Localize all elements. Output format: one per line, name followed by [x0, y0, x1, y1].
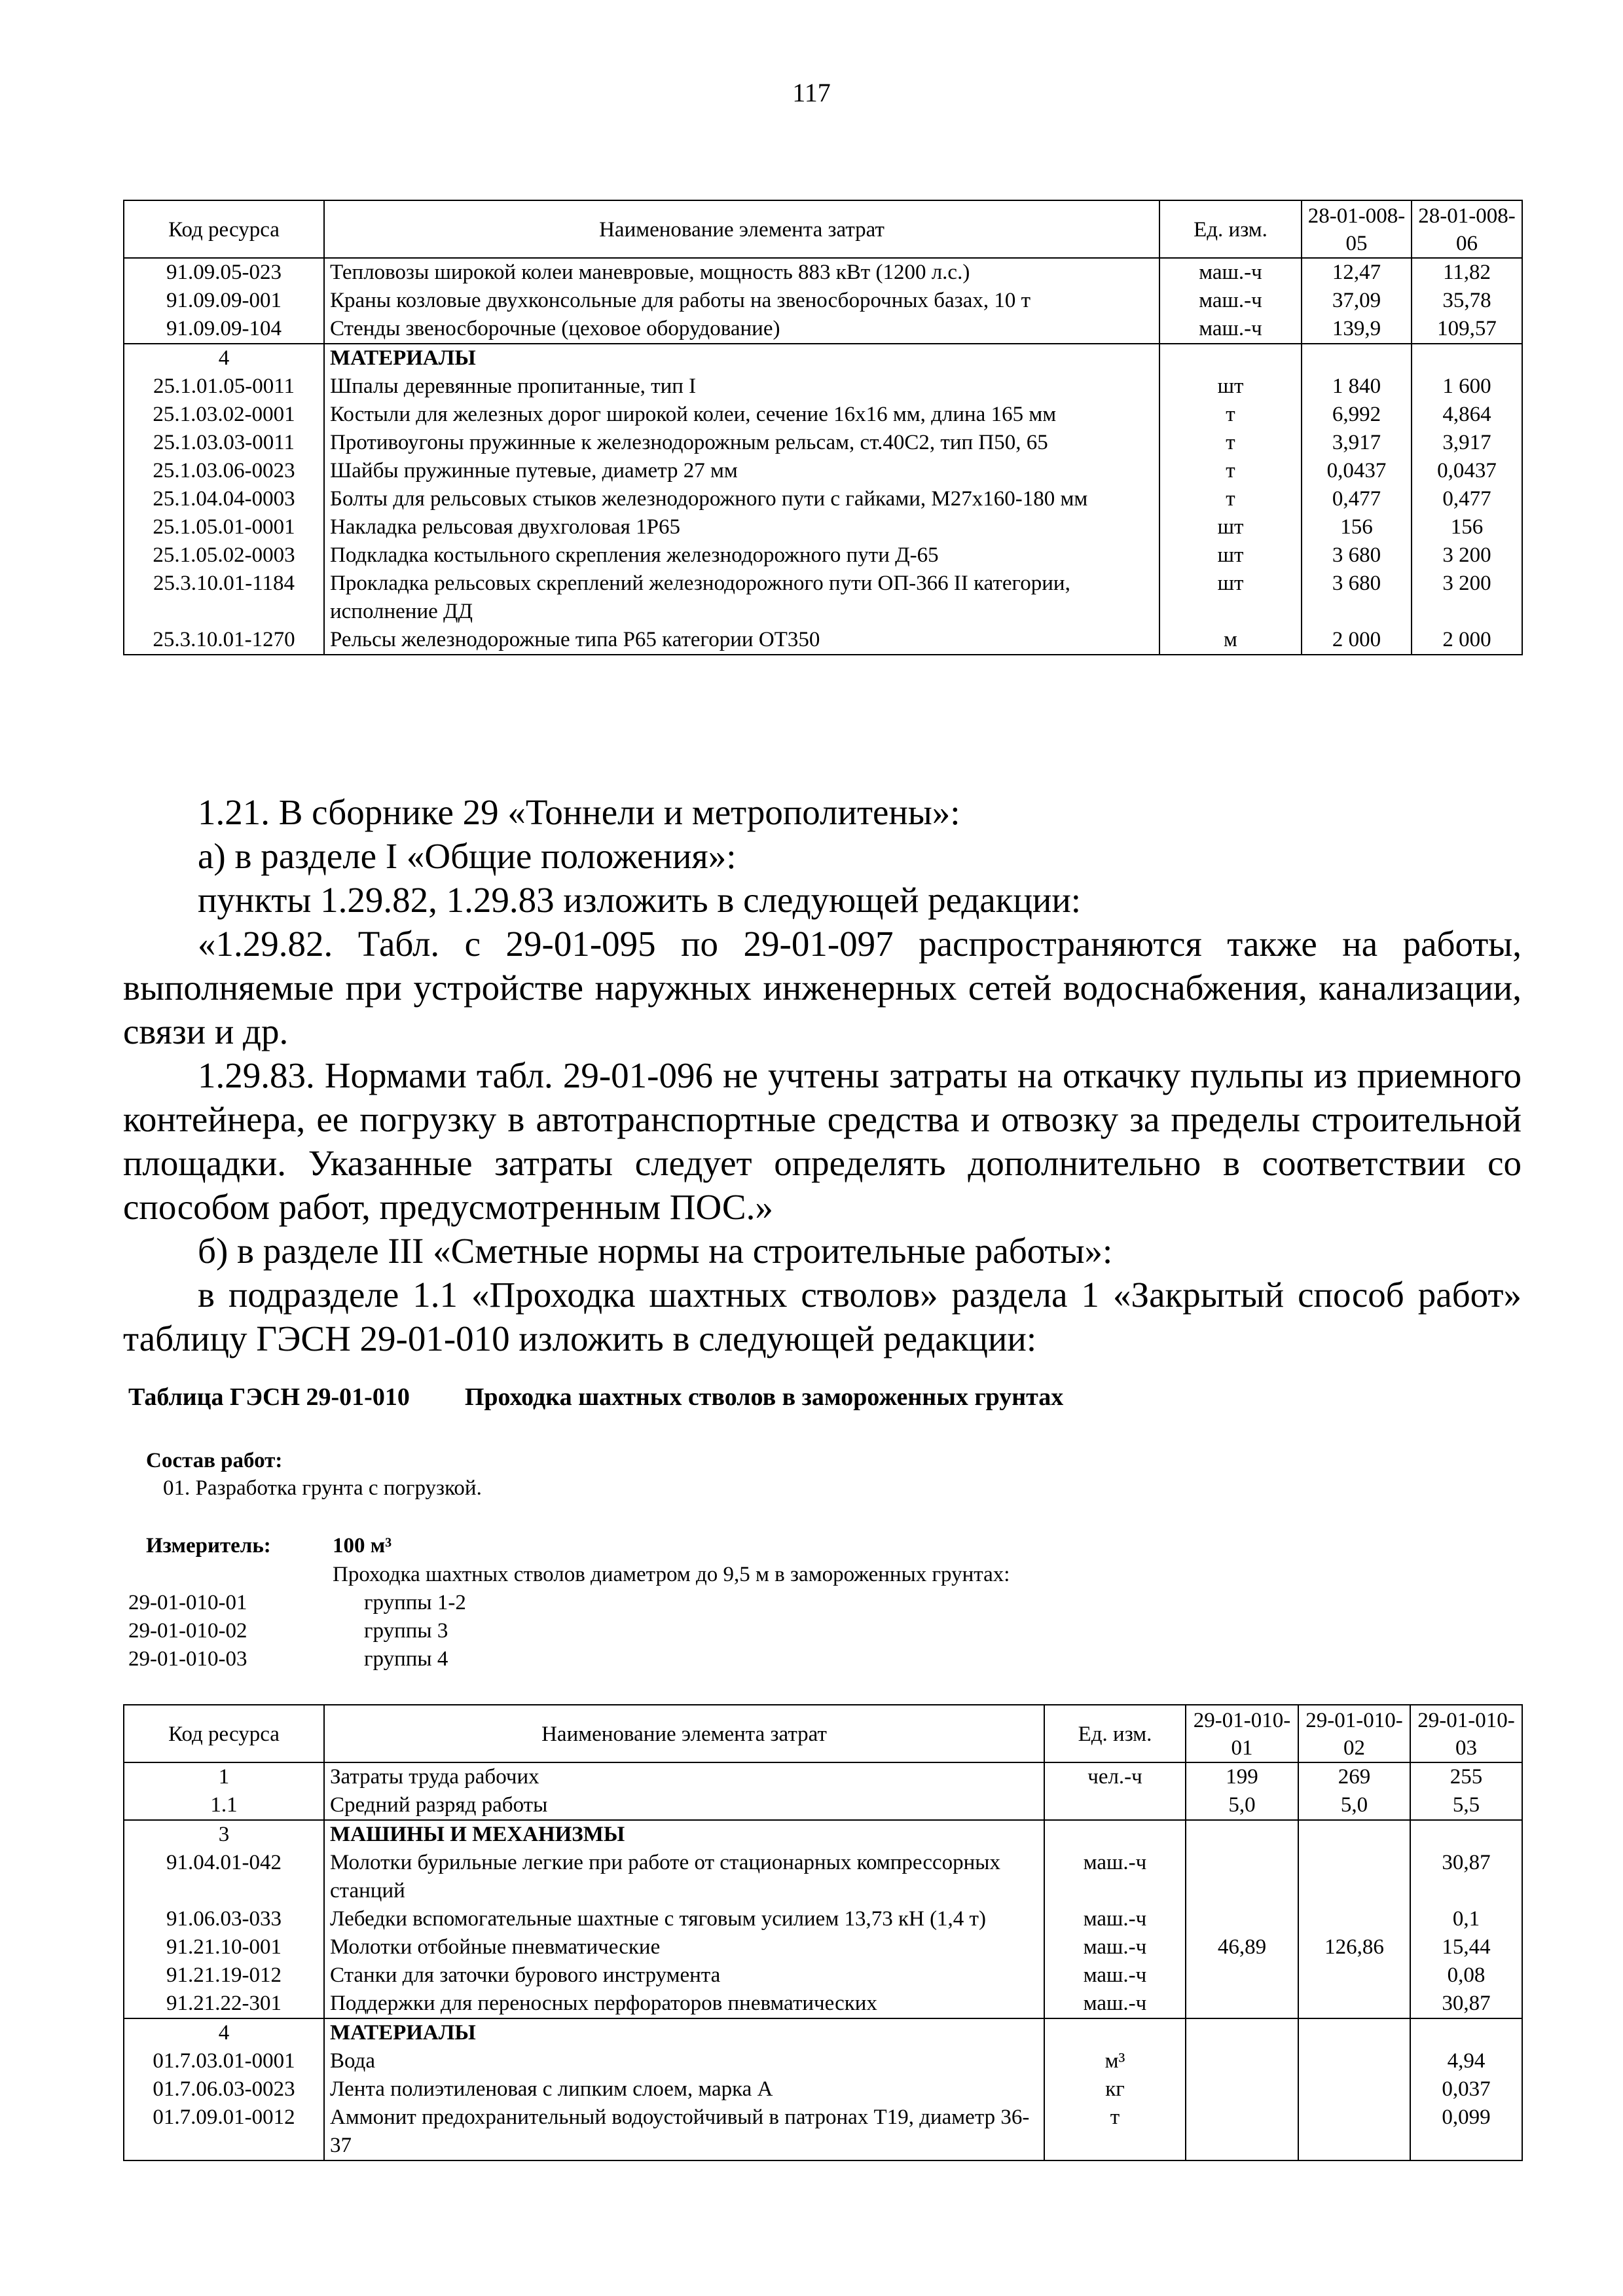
cell-v2: 0,0437 [1412, 457, 1522, 485]
cell-v1: 46,89 [1186, 1933, 1298, 1961]
paragraph-2: а) в разделе I «Общие положения»: [198, 836, 737, 876]
table-row [124, 541, 1522, 570]
cell-v1: 3 680 [1302, 541, 1412, 570]
work-composition-label: Состав работ: [146, 1449, 283, 1472]
cell-code: 91.04.01-042 [124, 1849, 324, 1905]
cell-v1 [1186, 2075, 1298, 2104]
header-code: Код ресурса [124, 200, 324, 258]
cell-code: 01.7.03.01-0001 [124, 2047, 324, 2075]
cell-v1 [1302, 344, 1412, 373]
table-row [124, 429, 1522, 457]
cell-unit: маш.-ч [1159, 258, 1302, 287]
table-row [124, 626, 1522, 655]
cell-code: 25.1.05.01-0001 [124, 513, 324, 541]
table-row [124, 1905, 1522, 1933]
cell-name: Средний разряд работы [324, 1791, 1044, 1820]
cell-unit [1044, 1791, 1186, 1820]
norm-text: группы 1-2 [364, 1591, 466, 1614]
cell-v1: 1 840 [1302, 373, 1412, 401]
cell-v2 [1298, 1849, 1410, 1905]
cell-name: Лебедки вспомогательные шахтные с тяговым усилием 13,73 кН (1,4 т) [324, 1905, 1044, 1933]
cell-unit: т [1159, 429, 1302, 457]
cell-v2: 156 [1412, 513, 1522, 541]
table-row [124, 1849, 1522, 1905]
cell-code: 01.7.06.03-0023 [124, 2075, 324, 2104]
cell-unit: маш.-ч [1044, 1990, 1186, 2018]
meter-value: 100 м³ [333, 1534, 392, 1558]
cell-name: Болты для рельсовых стыков железнодорожного пути с гайками, М27х160-180 мм [324, 485, 1159, 513]
cell-v3: 0,08 [1410, 1961, 1522, 1990]
cell-v3: 4,94 [1410, 2047, 1522, 2075]
norm-code: 29-01-010-03 [128, 1647, 247, 1671]
cell-v3: 0,099 [1410, 2104, 1522, 2160]
cell-code: 25.3.10.01-1184 [124, 570, 324, 626]
resource-table-28-01-008 [123, 200, 1523, 655]
cell-name: Краны козловые двухконсольные для работы на звеносборочных базах, 10 т [324, 287, 1159, 315]
page-number: 117 [792, 78, 831, 107]
cell-v1 [1186, 1990, 1298, 2018]
meter-description: Проходка шахтных стволов диаметром до 9,5 м в замороженных грунтах: [333, 1563, 1010, 1586]
cell-v2: 11,82 [1412, 258, 1522, 287]
cell-unit: шт [1159, 373, 1302, 401]
section-row [124, 1820, 1522, 1849]
cell-name: Затраты труда рабочих [324, 1762, 1044, 1791]
cell-name: Прокладка рельсовых скреплений железнодорожного пути ОП-366 II категории, исполнение ДД [324, 570, 1159, 626]
header-code: Код ресурса [124, 1705, 324, 1762]
cell-unit: т [1044, 2104, 1186, 2160]
cell-unit [1044, 1820, 1186, 1849]
cell-code: 91.09.05-023 [124, 258, 324, 287]
cell-code: 91.09.09-001 [124, 287, 324, 315]
cell-name: Шайбы пружинные путевые, диаметр 27 мм [324, 457, 1159, 485]
cell-unit: маш.-ч [1044, 1961, 1186, 1990]
cell-unit [1159, 344, 1302, 373]
cell-code: 4 [124, 344, 324, 373]
cell-v2 [1298, 1990, 1410, 2018]
table-caption [128, 1383, 1063, 1412]
cell-v1 [1186, 1905, 1298, 1933]
cell-v2: 5,0 [1298, 1791, 1410, 1820]
cell-v3: 0,037 [1410, 2075, 1522, 2104]
cell-code: 91.21.22-301 [124, 1990, 324, 2018]
cell-name: Стенды звеносборочные (цеховое оборудование) [324, 315, 1159, 344]
cell-v1: 5,0 [1186, 1791, 1298, 1820]
norm-text: группы 4 [364, 1647, 448, 1671]
cell-v2 [1412, 344, 1522, 373]
cell-v2: 3 200 [1412, 570, 1522, 626]
cell-v1 [1186, 2047, 1298, 2075]
cell-v1: 3,917 [1302, 429, 1412, 457]
cell-v3 [1410, 2018, 1522, 2047]
cell-v1: 37,09 [1302, 287, 1412, 315]
table-row [124, 1990, 1522, 2018]
cell-code: 25.1.05.02-0003 [124, 541, 324, 570]
paragraph-7: в подразделе 1.1 «Проходка шахтных стволов» раздела 1 «Закрытый способ работ» таблицу ГЭСН 29-01-010 изложить в следующей редакции: [123, 1275, 1522, 1358]
cell-unit: маш.-ч [1159, 287, 1302, 315]
cell-v2 [1298, 1961, 1410, 1990]
cell-v1: 156 [1302, 513, 1412, 541]
cell-name: Вода [324, 2047, 1044, 2075]
cell-unit: шт [1159, 513, 1302, 541]
cell-code: 25.1.03.03-0011 [124, 429, 324, 457]
cell-v1 [1186, 2104, 1298, 2160]
table-row [124, 2075, 1522, 2104]
cell-v2: 3,917 [1412, 429, 1522, 457]
cell-code: 25.1.01.05-0011 [124, 373, 324, 401]
cell-v1: 12,47 [1302, 258, 1412, 287]
cell-unit: т [1159, 457, 1302, 485]
cell-code: 1 [124, 1762, 324, 1791]
table-row [124, 513, 1522, 541]
table-row [124, 287, 1522, 315]
header-name: Наименование элемента затрат [324, 1705, 1044, 1762]
cell-name: Молотки бурильные легкие при работе от стационарных компрессорных станций [324, 1849, 1044, 1905]
cell-code: 91.09.09-104 [124, 315, 324, 344]
cell-code: 3 [124, 1820, 324, 1849]
cell-name: Тепловозы широкой колеи маневровые, мощность 883 кВт (1200 л.с.) [324, 258, 1159, 287]
cell-v1: 2 000 [1302, 626, 1412, 655]
header-unit: Ед. изм. [1159, 200, 1302, 258]
cell-unit: шт [1159, 541, 1302, 570]
cell-code: 91.21.19-012 [124, 1961, 324, 1990]
cell-name: Рельсы железнодорожные типа Р65 категории ОТ350 [324, 626, 1159, 655]
cell-unit: т [1159, 485, 1302, 513]
cell-v1 [1186, 1961, 1298, 1990]
norm-code: 29-01-010-01 [128, 1591, 247, 1614]
cell-name: Аммонит предохранительный водоустойчивый в патронах Т19, диаметр 36-37 [324, 2104, 1044, 2160]
cell-v1: 0,477 [1302, 485, 1412, 513]
cell-unit: маш.-ч [1044, 1905, 1186, 1933]
cell-name: МАТЕРИАЛЫ [324, 344, 1159, 373]
work-composition-item: 01. Разработка грунта с погрузкой. [163, 1476, 482, 1500]
header-unit: Ед. изм. [1044, 1705, 1186, 1762]
cell-v1: 199 [1186, 1762, 1298, 1791]
cell-unit: т [1159, 401, 1302, 429]
table-row [124, 1961, 1522, 1990]
section-row [124, 344, 1522, 373]
cell-code: 91.21.10-001 [124, 1933, 324, 1961]
table-row [124, 315, 1522, 344]
section-row [124, 2018, 1522, 2047]
cell-code: 25.1.03.02-0001 [124, 401, 324, 429]
cell-v3: 255 [1410, 1762, 1522, 1791]
cell-code: 25.1.03.06-0023 [124, 457, 324, 485]
table-row [124, 1933, 1522, 1961]
cell-v1 [1186, 1849, 1298, 1905]
cell-code: 25.3.10.01-1270 [124, 626, 324, 655]
cell-unit: маш.-ч [1044, 1849, 1186, 1905]
amendment-text [123, 790, 1522, 1360]
cell-v2 [1298, 2018, 1410, 2047]
cell-v2 [1298, 1820, 1410, 1849]
table-caption-label: Таблица ГЭСН 29-01-010 [128, 1383, 410, 1411]
cell-code: 1.1 [124, 1791, 324, 1820]
table-header-row [124, 1705, 1522, 1762]
cell-name: Молотки отбойные пневматические [324, 1933, 1044, 1961]
cell-unit: маш.-ч [1044, 1933, 1186, 1961]
cell-unit: кг [1044, 2075, 1186, 2104]
cell-unit: м³ [1044, 2047, 1186, 2075]
header-norm-1: 29-01-010-01 [1186, 1705, 1298, 1762]
norm-code: 29-01-010-02 [128, 1619, 247, 1643]
cell-name: МАШИНЫ И МЕХАНИЗМЫ [324, 1820, 1044, 1849]
cell-unit: чел.-ч [1044, 1762, 1186, 1791]
cell-name: Станки для заточки бурового инструмента [324, 1961, 1044, 1990]
cell-v1 [1186, 1820, 1298, 1849]
paragraph-1: 1.21. В сборнике 29 «Тоннели и метрополитены»: [198, 792, 960, 832]
paragraph-3: пункты 1.29.82, 1.29.83 изложить в следующей редакции: [198, 880, 1082, 920]
table-row [124, 570, 1522, 626]
table-row [124, 485, 1522, 513]
table-row [124, 2047, 1522, 2075]
cell-v3: 30,87 [1410, 1849, 1522, 1905]
cell-name: Подкладка костыльного скрепления железнодорожного пути Д-65 [324, 541, 1159, 570]
cell-name: Поддержки для переносных перфораторов пневматических [324, 1990, 1044, 2018]
header-norm-1: 28-01-008-05 [1302, 200, 1412, 258]
cell-v2 [1298, 1905, 1410, 1933]
cell-v3: 30,87 [1410, 1990, 1522, 2018]
cell-v2: 126,86 [1298, 1933, 1410, 1961]
cell-v2: 0,477 [1412, 485, 1522, 513]
cell-name: Накладка рельсовая двухголовая 1Р65 [324, 513, 1159, 541]
cell-code: 25.1.04.04-0003 [124, 485, 324, 513]
cell-v2: 109,57 [1412, 315, 1522, 344]
cell-name: Противоугоны пружинные к железнодорожным рельсам, ст.40С2, тип П50, 65 [324, 429, 1159, 457]
cell-code: 01.7.09.01-0012 [124, 2104, 324, 2160]
resource-table-29-01-010 [123, 1704, 1523, 2161]
cell-unit [1044, 2018, 1186, 2047]
cell-unit: м [1159, 626, 1302, 655]
cell-v3 [1410, 1820, 1522, 1849]
cell-v1: 139,9 [1302, 315, 1412, 344]
header-norm-3: 29-01-010-03 [1410, 1705, 1522, 1762]
norm-text: группы 3 [364, 1619, 448, 1643]
cell-v3: 5,5 [1410, 1791, 1522, 1820]
paragraph-6: б) в разделе III «Сметные нормы на строительные работы»: [198, 1231, 1113, 1271]
table-caption-title: Проходка шахтных стволов в замороженных грунтах [464, 1383, 1064, 1411]
cell-v1 [1186, 2018, 1298, 2047]
cell-v2: 2 000 [1412, 626, 1522, 655]
cell-v2 [1298, 2075, 1410, 2104]
cell-v2: 269 [1298, 1762, 1410, 1791]
cell-v1: 0,0437 [1302, 457, 1412, 485]
header-norm-2: 28-01-008-06 [1412, 200, 1522, 258]
cell-name: МАТЕРИАЛЫ [324, 2018, 1044, 2047]
cell-v2: 3 200 [1412, 541, 1522, 570]
cell-name: Лента полиэтиленовая с липким слоем, марка А [324, 2075, 1044, 2104]
table-header-row [124, 200, 1522, 258]
cell-v2: 4,864 [1412, 401, 1522, 429]
table-row [124, 2104, 1522, 2160]
cell-name: Костыли для железных дорог широкой колеи, сечение 16х16 мм, длина 165 мм [324, 401, 1159, 429]
cell-v1: 6,992 [1302, 401, 1412, 429]
paragraph-5: 1.29.83. Нормами табл. 29-01-096 не учтены затраты на откачку пульпы из приемного контейнера, ее погрузку в автотранспортные средства и отвозку за пределы строительной площадки. Указанные затраты следует определять дополнительно в соответствии со способом работ, предусмотренным ПОС.» [123, 1055, 1522, 1227]
table-row [124, 1791, 1522, 1820]
table-row [124, 373, 1522, 401]
table-row [124, 1762, 1522, 1791]
cell-v2: 35,78 [1412, 287, 1522, 315]
cell-v2: 1 600 [1412, 373, 1522, 401]
table-row [124, 401, 1522, 429]
table-row [124, 457, 1522, 485]
cell-v2 [1298, 2047, 1410, 2075]
cell-code: 91.06.03-033 [124, 1905, 324, 1933]
cell-name: Шпалы деревянные пропитанные, тип I [324, 373, 1159, 401]
table-row [124, 258, 1522, 287]
cell-v3: 15,44 [1410, 1933, 1522, 1961]
header-norm-2: 29-01-010-02 [1298, 1705, 1410, 1762]
header-name: Наименование элемента затрат [324, 200, 1159, 258]
cell-unit: маш.-ч [1159, 315, 1302, 344]
cell-v2 [1298, 2104, 1410, 2160]
cell-v3: 0,1 [1410, 1905, 1522, 1933]
meter-label: Измеритель: [146, 1534, 271, 1558]
paragraph-4: «1.29.82. Табл. с 29-01-095 по 29-01-097 распространяются также на работы, выполняемые при устройстве наружных инженерных сетей водоснабжения, канализации, связи и др. [123, 924, 1522, 1051]
cell-v1: 3 680 [1302, 570, 1412, 626]
cell-code: 4 [124, 2018, 324, 2047]
cell-unit: шт [1159, 570, 1302, 626]
